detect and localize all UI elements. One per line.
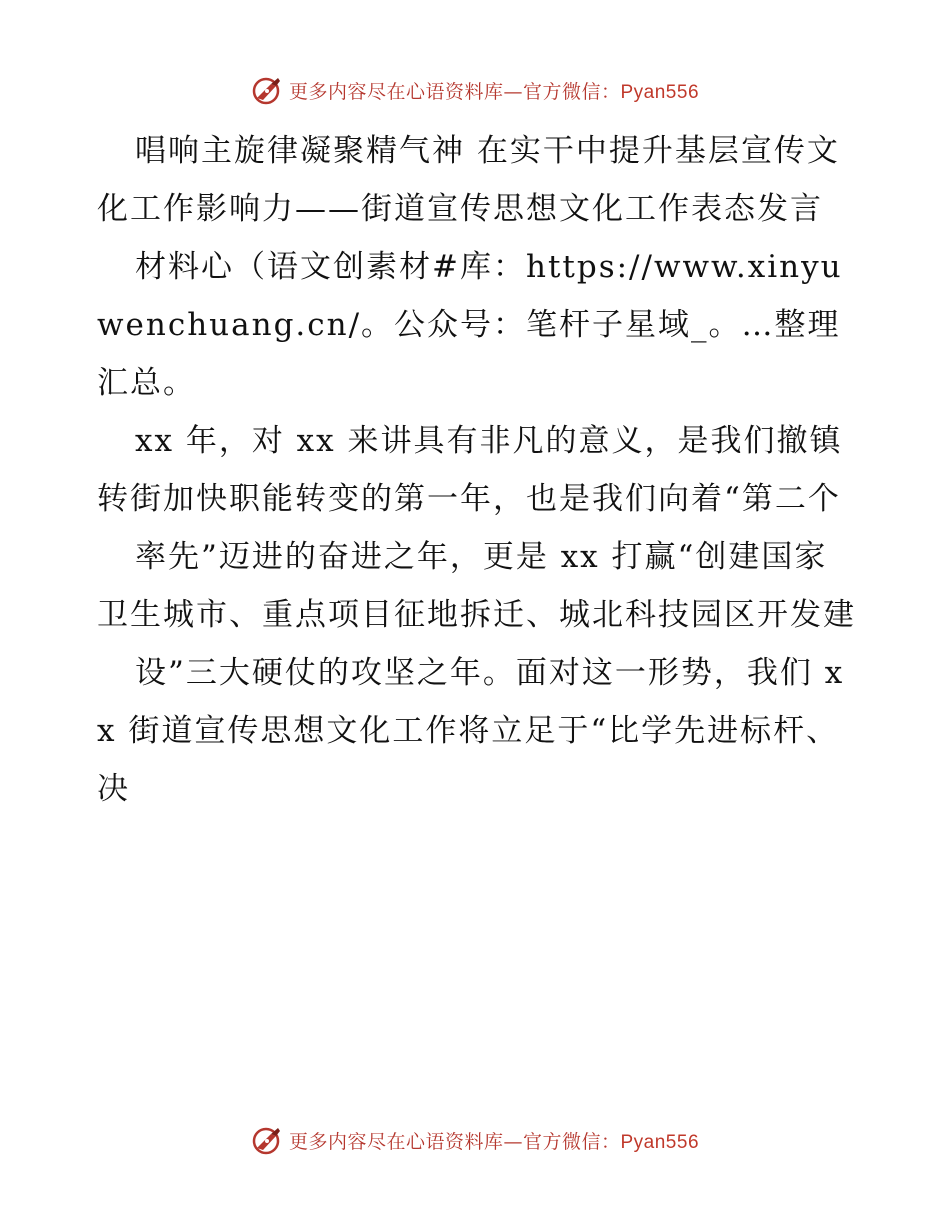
header-banner — [0, 70, 950, 110]
banner-slogan: 更多内容尽在心语资料库—官方微信： — [288, 1130, 621, 1153]
body-paragraph: 率先”迈进的奋进之年，更是 xx 打赢“创建国家卫生城市、重点项目征地拆迁、城北科技园区开发建 — [97, 539, 856, 633]
body-paragraph: 设”三大硬仗的攻坚之年。面对这一形势，我们 xx 街道宣传思想文化工作将立足于“比学先进标杆、决 — [97, 655, 845, 807]
source-note: 材料心（语文创素材#库：https://www.xinyuwenchuang.cn/。公众号：笔杆子星域_。…整理汇总。 — [97, 249, 843, 401]
banner-wechat-id: Pyan556 — [620, 81, 700, 103]
banner-wechat-id: Pyan556 — [620, 1131, 700, 1153]
document-body — [97, 122, 857, 818]
banner-slogan: 更多内容尽在心语资料库—官方微信： — [288, 80, 621, 103]
document-title: 唱响主旋律凝聚精气神 在实干中提升基层宣传文化工作影响力——街道宣传思想文化工作表态发言 — [97, 133, 840, 227]
banner-text — [289, 1127, 699, 1154]
banner-text — [289, 77, 699, 104]
pen-nib-logo-icon — [251, 74, 283, 106]
footer-banner — [0, 1120, 950, 1160]
body-paragraph: xx 年，对 xx 来讲具有非凡的意义，是我们撤镇转街加快职能转变的第一年，也是我们向着“第二个 — [97, 423, 843, 517]
pen-nib-logo-icon — [251, 1124, 283, 1156]
